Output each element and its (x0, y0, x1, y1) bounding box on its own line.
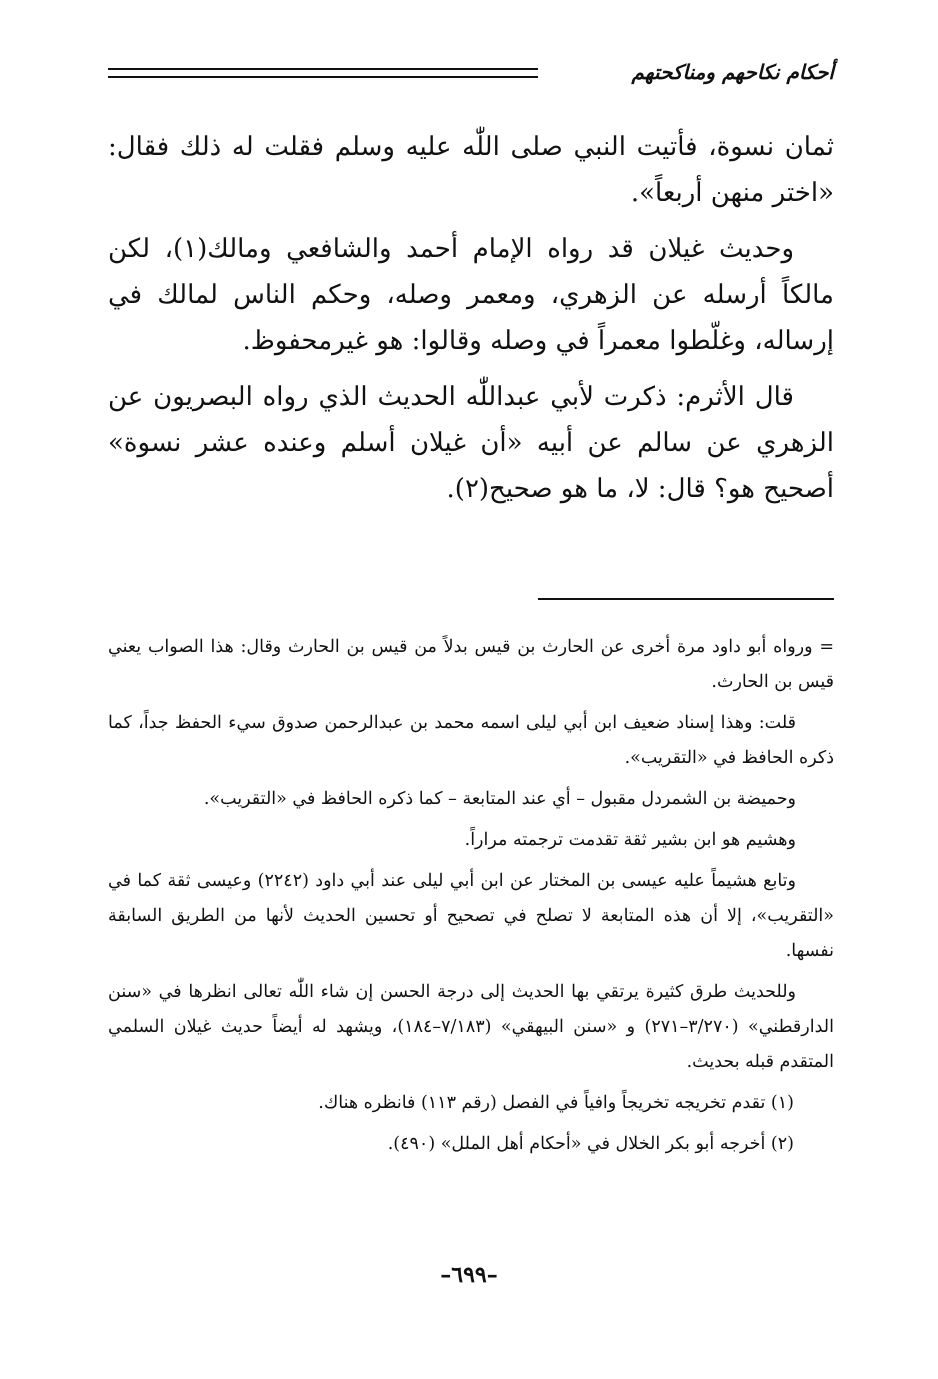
header-title: أحكام نكاحهم ومناكحتهم (631, 60, 834, 84)
header-rule-top (108, 68, 538, 70)
main-paragraph-1: ثمان نسوة، فأتيت النبي صلى اللّٰه عليه وسلم فقلت له ذلك فقال: «اختر منهن أربعاً». (108, 132, 834, 208)
running-header (108, 58, 834, 94)
footnote-separator (538, 598, 834, 600)
footnote-continuation: = ورواه أبو داود مرة أخرى عن الحارث بن قيس بدلاً من قيس بن الحارث وقال: هذا الصواب يعني قيس بن الحارث. (108, 637, 834, 692)
footnote-paragraph: وتابع هشيماً عليه عيسى بن المختار عن ابن أبي ليلى عند أبي داود (٢٢٤٢) وعيسى ثقة كما في «التقريب»، إلا أن هذه المتابعة لا تصلح في تصحيح أو تحسين الحديث لأنها من الطريق السابقة نفسها. (108, 871, 834, 961)
header-rule-bottom (108, 76, 538, 78)
footnote-2: (٢) أخرجه أبو بكر الخلال في «أحكام أهل الملل» (٤٩٠). (387, 1134, 794, 1154)
footnotes (108, 630, 834, 1168)
footnote-paragraph: قلت: وهذا إسناد ضعيف ابن أبي ليلى اسمه محمد بن عبدالرحمن صدوق سيء الحفظ جداً، كما ذكره الحافظ في «التقريب». (108, 713, 834, 768)
main-text (108, 124, 834, 522)
main-paragraph-3: قال الأثرم: ذكرت لأبي عبداللّٰه الحديث الذي رواه البصريون عن الزهري عن سالم عن أبيه «أن غيلان أسلم وعنده عشر نسوة» أصحيح هو؟ قال: لا، ما هو صحيح(٢). (108, 382, 834, 504)
footnote-1: (١) تقدم تخريجه تخريجاً وافياً في الفصل (رقم ١١٣) فانظره هناك. (318, 1093, 794, 1113)
main-paragraph-2: وحديث غيلان قد رواه الإمام أحمد والشافعي ومالك(١)، لكن مالكاً أرسله عن الزهري، ومعمر وصله، وحكم الناس لمالك في إرساله، وغلّطوا معمراً في وصله وقالوا: هو غيرمحفوظ. (108, 234, 834, 356)
footnote-paragraph: وللحديث طرق كثيرة يرتقي بها الحديث إلى درجة الحسن إن شاء اللّٰه تعالى انظرها في «سنن الدارقطني» (٣/٢٧٠–٢٧١) و «سنن البيهقي» (٧/١٨٣–١٨٤)، ويشهد له أيضاً حديث غيلان السلمي المتقدم قبله بحديث. (108, 982, 834, 1072)
footnote-paragraph: وحميضة بن الشمردل مقبول – أي عند المتابعة – كما ذكره الحافظ في «التقريب». (203, 789, 796, 809)
page-number: –٦٩٩– (440, 1262, 498, 1288)
footnote-paragraph: وهشيم هو ابن بشير ثقة تقدمت ترجمته مراراً. (464, 830, 796, 850)
